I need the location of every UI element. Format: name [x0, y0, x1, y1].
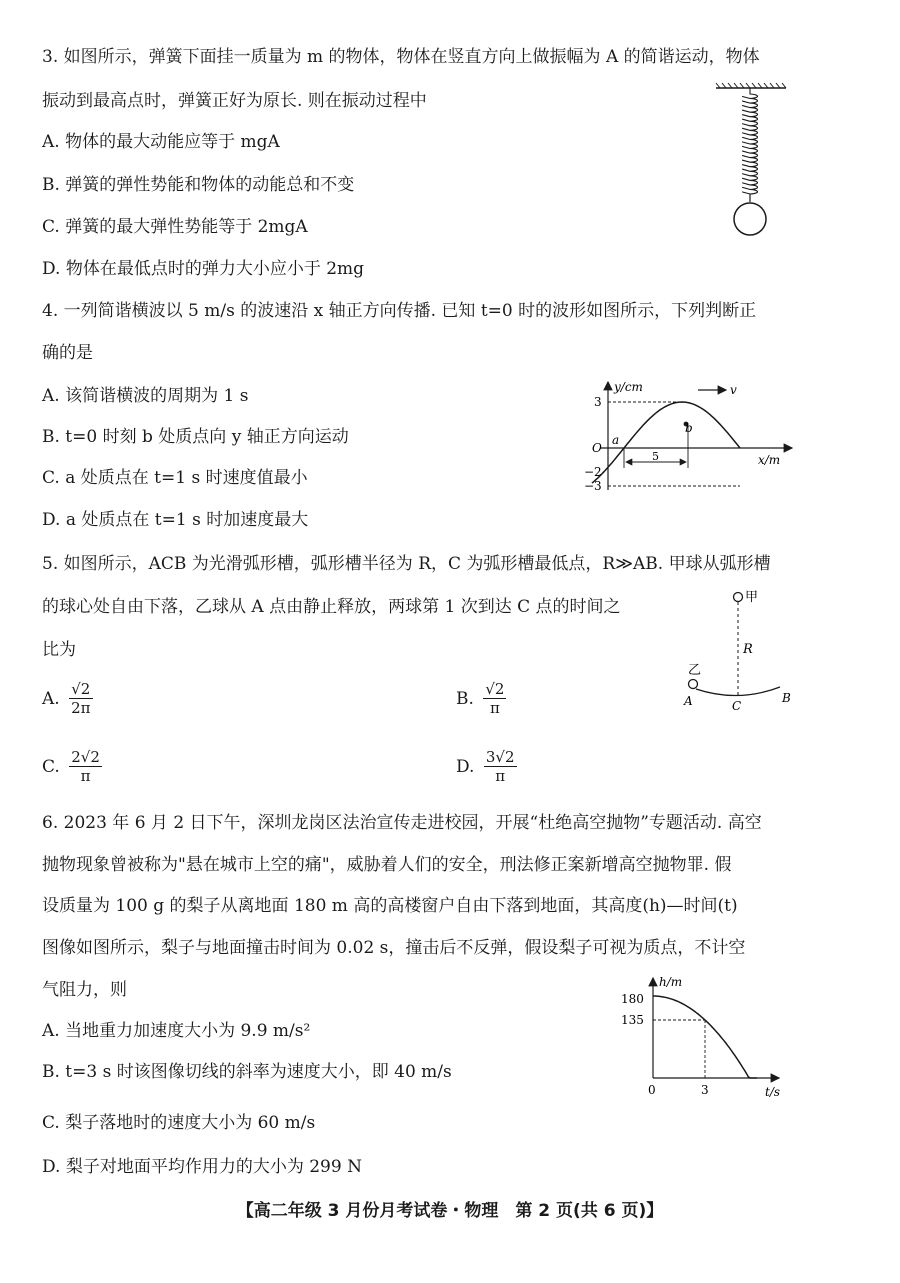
h-axis-label: h/m [659, 975, 683, 989]
q3-option-b: B. 弹簧的弹性势能和物体的动能总和不变 [42, 175, 355, 195]
q4-option-c: C. a 处质点在 t=1 s 时速度值最小 [42, 468, 308, 488]
q4-option-a: A. 该简谐横波的周期为 1 s [42, 386, 249, 406]
wave-point-a-label: a [612, 433, 620, 447]
point-a-label: A [684, 694, 693, 708]
wave-origin-label: O [592, 441, 602, 455]
q5-option-c-numerator: 2√2 [71, 748, 100, 766]
wave-figure [580, 378, 800, 498]
q5-option-c-denominator: π [80, 767, 91, 785]
page-footer: 【高二年级 3 月份月考试卷・物理 第 2 页(共 6 页)】 [236, 1201, 664, 1221]
q6-option-b: B. t=3 s 时该图像切线的斜率为速度大小，即 40 m/s [42, 1062, 452, 1082]
wave-point-b-label: b [685, 421, 693, 435]
wave-y3-label: 3 [594, 395, 602, 409]
q5-option-b-denominator: π [489, 699, 500, 717]
q5-option-c-label: C. [42, 756, 60, 777]
wave-distance-label: 5 [652, 450, 659, 463]
q3-option-d: D. 物体在最低点时的弹力大小应小于 2mg [42, 259, 365, 279]
q6-option-d: D. 梨子对地面平均作用力的大小为 299 N [42, 1157, 362, 1177]
q6-stem-line5: 气阻力，则 [42, 980, 127, 1000]
wave-y-axis-label: y/cm [614, 380, 643, 394]
wave-yneg2-label: −2 [584, 465, 602, 479]
wave-velocity-label: v [730, 383, 737, 397]
q4-stem-line2: 确的是 [42, 343, 93, 363]
q4-stem-line1: 4. 一列简谐横波以 5 m/s 的波速沿 x 轴正方向传播. 已知 t=0 时的波形如图所示，下列判断正 [42, 301, 757, 321]
height-time-figure [615, 972, 795, 1102]
h-tick-135: 135 [621, 1013, 644, 1027]
wave-yneg3-label: −3 [584, 479, 602, 493]
q5-option-a-denominator: 2π [71, 699, 91, 717]
q5-option-a [42, 680, 93, 717]
q5-option-a-label: A. [42, 688, 60, 709]
q5-option-a-numerator: √2 [69, 680, 92, 699]
ball-jia-label: 甲 [745, 590, 759, 605]
h-tick-180: 180 [621, 992, 644, 1006]
t-tick-3: 3 [701, 1083, 709, 1097]
radius-label: R [743, 642, 753, 657]
t-axis-label: t/s [765, 1085, 781, 1099]
spring-figure [710, 82, 790, 242]
q5-option-b [456, 680, 506, 717]
q3-stem-line1: 3. 如图所示，弹簧下面挂一质量为 m 的物体，物体在竖直方向上做振幅为 A 的简谐运动，物体 [42, 47, 760, 67]
q3-option-c: C. 弹簧的最大弹性势能等于 2mgA [42, 217, 308, 237]
q6-stem-line2: 抛物现象曾被称为"悬在城市上空的痛"，威胁着人们的安全，刑法修正案新增高空抛物罪. 假 [42, 855, 732, 875]
q6-stem-line4: 图像如图所示，梨子与地面撞击时间为 0.02 s，撞击后不反弹，假设梨子可视为质点，不计空 [42, 938, 746, 958]
q6-stem-line3: 设质量为 100 g 的梨子从离地面 180 m 高的高楼窗户自由下落到地面，其高度(h)—时间(t) [42, 896, 738, 916]
q5-stem-line2: 的球心处自由下落，乙球从 A 点由静止释放，两球第 1 次到达 C 点的时间之 [42, 597, 621, 617]
q5-option-d-denominator: π [495, 767, 506, 785]
q5-option-c [42, 748, 102, 785]
point-b-label: B [782, 691, 791, 705]
q6-option-a: A. 当地重力加速度大小为 9.9 m/s² [42, 1021, 311, 1041]
q5-option-d-numerator: 3√2 [485, 748, 515, 766]
q6-option-c: C. 梨子落地时的速度大小为 60 m/s [42, 1113, 316, 1133]
point-c-label: C [732, 699, 742, 713]
q4-option-b: B. t=0 时刻 b 处质点向 y 轴正方向运动 [42, 427, 349, 447]
ball-yi-label: 乙 [688, 663, 702, 678]
q3-stem-line2: 振动到最高点时，弹簧正好为原长. 则在振动过程中 [42, 91, 427, 111]
q4-option-d: D. a 处质点在 t=1 s 时加速度最大 [42, 510, 309, 530]
q5-stem-line1: 5. 如图所示，ACB 为光滑弧形槽，弧形槽半径为 R，C 为弧形槽最低点，R≫AB. 甲球从弧形槽 [42, 554, 771, 574]
q5-option-d-label: D. [456, 756, 475, 777]
q5-option-d [456, 748, 517, 785]
t-tick-0: 0 [648, 1083, 656, 1097]
q5-option-b-numerator: √2 [485, 680, 505, 698]
arc-groove-figure [680, 583, 800, 713]
q3-option-a: A. 物体的最大动能应等于 mgA [42, 132, 280, 152]
q5-stem-line3: 比为 [42, 640, 76, 660]
q6-stem-line1: 6. 2023 年 6 月 2 日下午，深圳龙岗区法治宣传走进校园，开展“杜绝高空抛物”专题活动. 高空 [42, 813, 762, 833]
wave-x-axis-label: x/m [758, 453, 781, 467]
q5-option-b-label: B. [456, 688, 474, 709]
